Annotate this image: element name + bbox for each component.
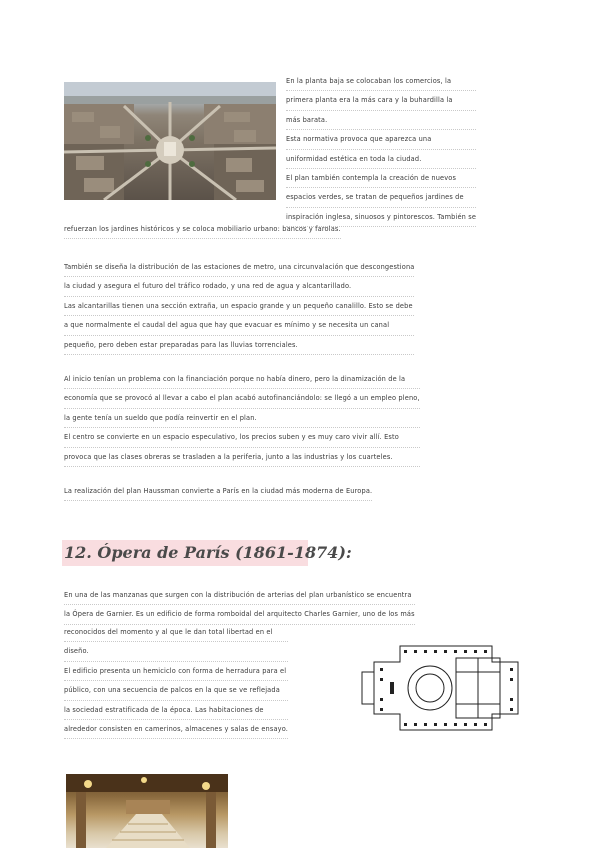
- text-line: En una de las manzanas que surgen con la distribución de arterias del plan urbanístico se encuentra: [64, 586, 415, 605]
- section-heading: 12. Ópera de París (1861-1874):: [64, 543, 352, 562]
- text-line: El plan también contempla la creación de nuevos: [286, 169, 476, 188]
- floor-plan-drawing: [360, 632, 532, 744]
- opera-interior-photo: [66, 774, 228, 848]
- text-line: la ciudad y asegura el futuro del tráfico rodado, y una red de agua y alcantarillado.: [64, 277, 414, 296]
- text-line: El edificio presenta un hemiciclo con forma de herradura para el: [64, 662, 288, 681]
- section1-right-column: [286, 72, 476, 227]
- text-line: reconocidos del momento y al que le dan total libertad en el: [64, 623, 288, 642]
- text-line: público, con una secuencia de palcos en la que se ve reflejada: [64, 681, 288, 700]
- paris-aerial-photo: [64, 82, 276, 200]
- text-line: a que normalmente el caudal del agua que hay que evacuar es mínimo y se necesita un canal: [64, 316, 414, 335]
- text-line: la Ópera de Garnier. Es un edificio de forma romboidal del arquitecto Charles Garnier, uno de los más: [64, 605, 415, 624]
- text-line: la gente tenía un sueldo que podía reinvertir en el plan.: [64, 409, 420, 428]
- paragraph-infrastructure: [64, 258, 414, 355]
- section1-full-line: [64, 220, 341, 239]
- text-line: espacios verdes, se tratan de pequeños jardines de: [286, 188, 476, 207]
- text-line: inspiración inglesa, sinuosos y pintorescos. También se: [286, 208, 476, 227]
- text-line: Esta normativa provoca que aparezca una: [286, 130, 476, 149]
- text-line: primera planta era la más cara y la buhardilla la: [286, 91, 476, 110]
- text-line: más barata.: [286, 111, 476, 130]
- text-line: diseño.: [64, 642, 288, 661]
- text-line: provoca que las clases obreras se trasladen a la periferia, junto a las industrias y los cuarteles.: [64, 448, 420, 467]
- text-line: pequeño, pero deben estar preparadas para las lluvias torrenciales.: [64, 336, 414, 355]
- text-line: refuerzan los jardines históricos y se coloca mobiliario urbano: bancos y farolas.: [64, 220, 341, 239]
- text-line: En la planta baja se colocaban los comercios, la: [286, 72, 476, 91]
- text-line: alrededor consisten en camerinos, almacenes y salas de ensayo.: [64, 720, 288, 739]
- paragraph-conclusion: [64, 482, 372, 501]
- paragraph-financing: [64, 370, 420, 467]
- text-line: la sociedad estratificada de la época. Las habitaciones de: [64, 701, 288, 720]
- text-line: El centro se convierte en un espacio especulativo, los precios suben y es muy caro vivir allí. Esto: [64, 428, 420, 447]
- paris-aerial-illustration: [64, 82, 276, 200]
- text-line: Las alcantarillas tienen una sección extraña, un espacio grande y un pequeño canalillo. Esto se debe: [64, 297, 414, 316]
- paragraph-opera-description: [64, 623, 288, 739]
- opera-floor-plan: [360, 632, 532, 744]
- text-line: uniformidad estética en toda la ciudad.: [286, 150, 476, 169]
- opera-interior-illustration: [66, 774, 228, 848]
- text-line: La realización del plan Haussman convierte a París en la ciudad más moderna de Europa.: [64, 482, 372, 501]
- paragraph-opera-intro: [64, 586, 415, 625]
- text-line: economía que se provocó al llevar a cabo el plan acabó autofinanciándolo: se llegó a un empleo pleno,: [64, 389, 420, 408]
- text-line: También se diseña la distribución de las estaciones de metro, una circunvalación que descongestiona: [64, 258, 414, 277]
- text-line: Al inicio tenían un problema con la financiación porque no había dinero, pero la dinamización de la: [64, 370, 420, 389]
